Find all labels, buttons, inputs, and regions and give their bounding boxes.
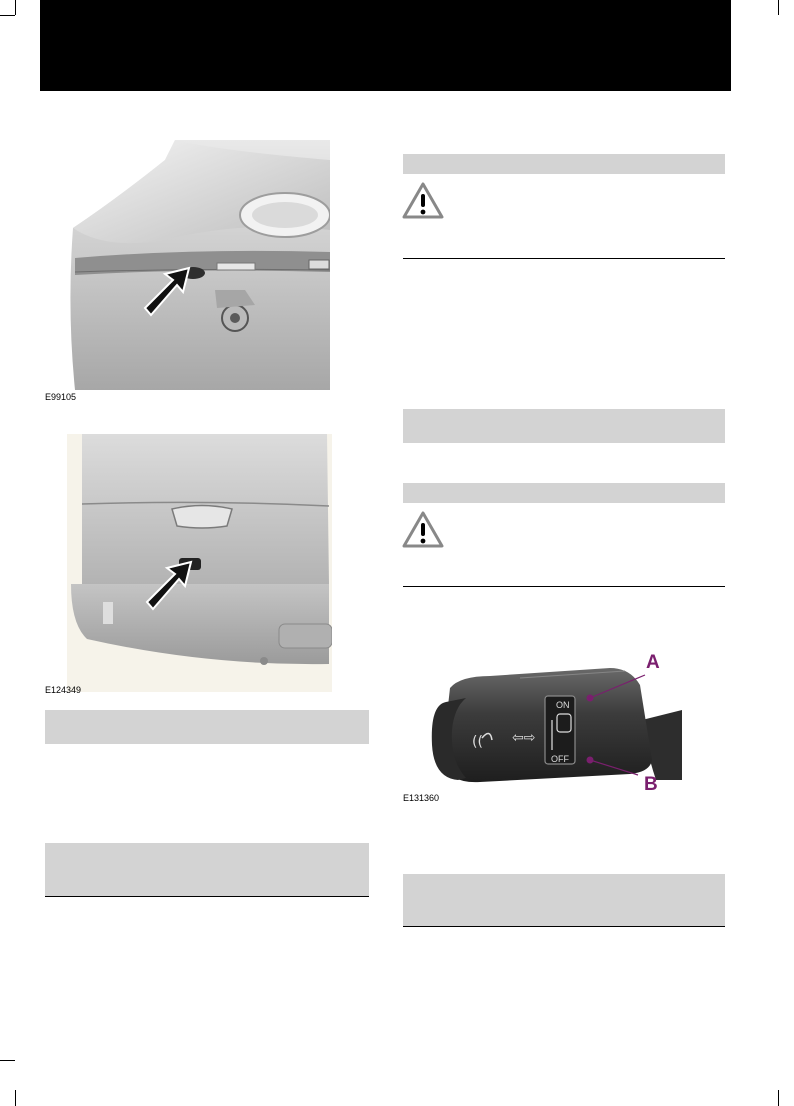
figure-sedan-tailgate (45, 140, 330, 390)
van-tailgate-illustration (67, 434, 332, 692)
warning-rule (403, 586, 725, 587)
callout-a: A (646, 652, 660, 673)
note-block (45, 843, 369, 896)
note-rule (403, 926, 725, 927)
crop-mark (778, 1090, 779, 1106)
page-header-bar (40, 0, 731, 91)
crop-mark (0, 1060, 15, 1061)
section-heading-block (403, 409, 725, 443)
crop-mark (15, 1090, 16, 1106)
note-block (403, 874, 725, 926)
figure-id-van: E124349 (45, 685, 82, 695)
warning-heading-bar (403, 154, 725, 174)
warning-rule (403, 258, 725, 259)
warning-triangle-icon (402, 182, 444, 220)
sedan-tailgate-illustration (45, 140, 330, 390)
voice-command-icon: (( (472, 734, 483, 750)
warning-triangle-icon (402, 511, 444, 549)
callout-b: B (644, 774, 658, 795)
crop-mark (15, 0, 16, 15)
lane-arrows-icon: ⇦⇨ (512, 730, 536, 746)
warning-heading-bar (403, 483, 725, 503)
figure-van-tailgate (67, 434, 332, 692)
figure-id-sedan: E99105 (45, 392, 77, 402)
stalk-on-label: ON (556, 700, 570, 710)
crop-mark (0, 15, 15, 16)
figure-id-stalk: E131360 (403, 793, 440, 803)
stalk-off-label: OFF (551, 754, 569, 764)
section-heading-block (45, 710, 369, 744)
note-rule (45, 896, 369, 897)
crop-mark (778, 0, 779, 15)
